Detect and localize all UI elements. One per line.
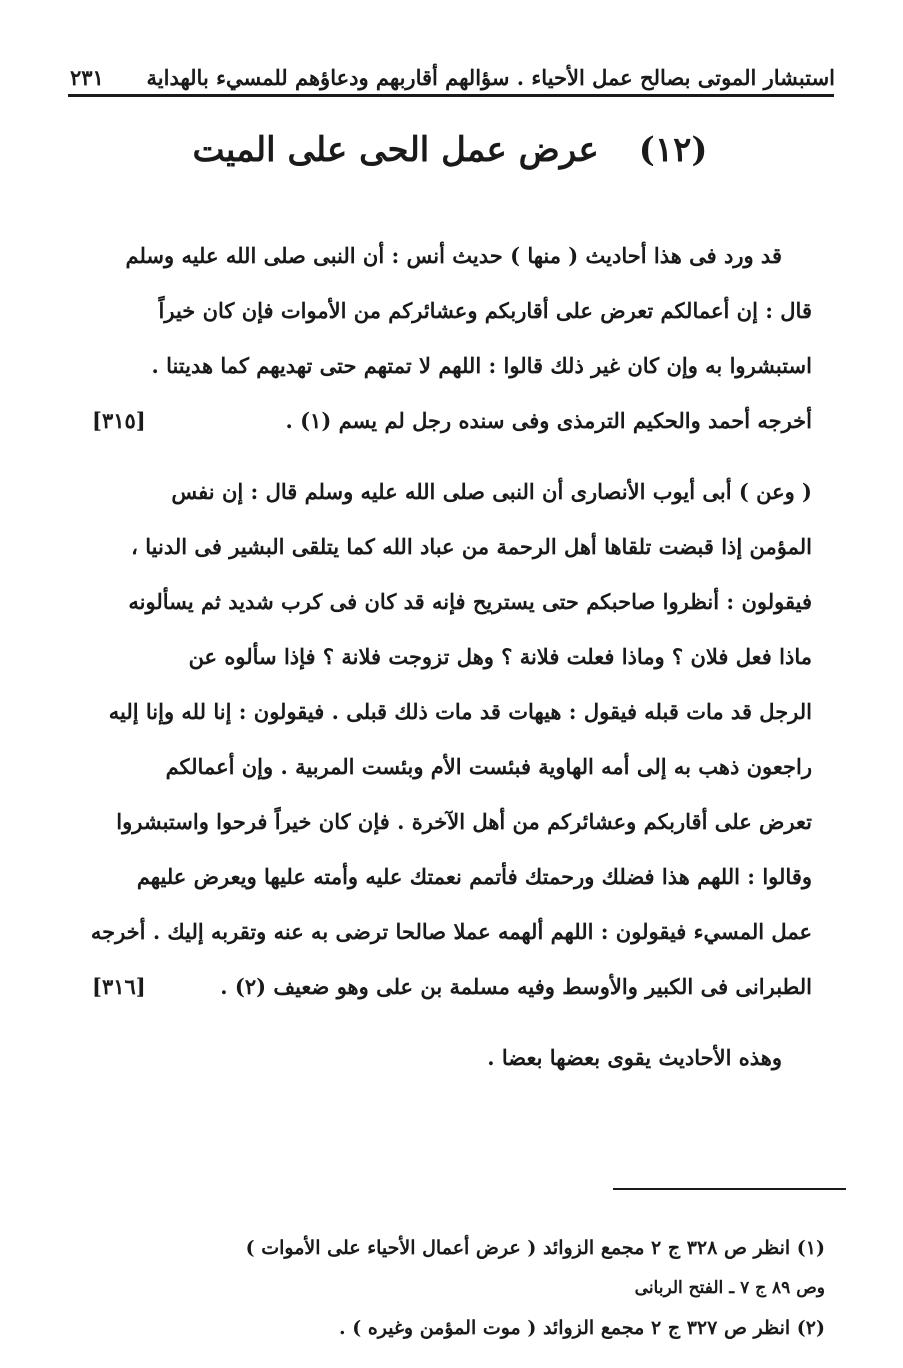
header-rule [68,94,834,97]
text-line: عمل المسيء فيقولون : اللهم ألهمه عملا صالحا ترضى به عنه وتقربه إليك . أخرجه [90,919,812,944]
text-line: وقالوا : اللهم هذا فضلك ورحمتك فأتمم نعمتك عليه وأمته عليها ويعرض عليهم [136,864,812,889]
text-line: ماذا فعل فلان ؟ وماذا فعلت فلانة ؟ وهل تزوجت فلانة ؟ فإذا سألوه عن [188,644,812,669]
text-line: ( وعن ) أبى أيوب الأنصارى أن النبى صلى الله عليه وسلم قال : إن نفس [171,479,812,504]
text-line: قال : إن أعمالكم تعرض على أقاربكم وعشائركم من الأموات فإن كان خيراً [158,298,812,323]
running-header [70,44,835,90]
text-line: راجعون ذهب به إلى أمه الهاوية فبئست الأم وبئست المربية . وإن أعمالكم [165,754,812,779]
text-line: الطبرانى فى الكبير والأوسط وفيه مسلمة بن على وهو ضعيف (٢) . [٣١٦] [92,959,812,1014]
chapter-number: (١٢) [638,130,708,170]
text-line: أخرجه أحمد والحكيم الترمذى وفى سنده رجل لم يسم (١) . [٣١٥] [92,393,812,448]
footnote-1-continuation: وص ٨٩ ج ٧ ـ الفتح الربانى [634,1278,825,1298]
body-text [92,228,812,1085]
text-line: فيقولون : أنظروا صاحبكم حتى يستريح فإنه قد كان فى كرب شديد ثم يسألونه [128,589,812,614]
text-line: استبشروا به وإن كان غير ذلك قالوا : اللهم لا تمتهم حتى تهديهم كما هديتنا . [151,353,812,378]
footnote-rule [613,1188,846,1190]
footnote-2: (٢) انظر ص ٣٢٧ ج ٢ مجمع الزوائد ( موت المؤمن وغيره ) . [338,1317,825,1339]
text-line: الرجل قد مات قبله فيقول : هيهات قد مات ذلك قبلى . فيقولون : إنا لله وإنا إليه [108,699,812,724]
chapter-title: عرض عمل الحى على الميت [192,130,599,170]
hadith-number-tag: [٣١٦] [92,974,146,999]
chapter-heading [150,130,750,170]
text-line: تعرض على أقاربكم وعشائركم من أهل الآخرة . فإن كان خيراً فرحوا واستبشروا [116,809,812,834]
closing-line: وهذه الأحاديث يقوى بعضها بعضا . [487,1045,782,1070]
text-line: قد ورد فى هذا أحاديث ( منها ) حديث أنس : أن النبى صلى الله عليه وسلم [125,243,782,268]
footnote-1: (١) انظر ص ٣٢٨ ج ٢ مجمع الزوائد ( عرض أعمال الأحياء على الأموات ) [245,1237,825,1259]
running-title: استبشار الموتى بصالح عمل الأحياء . سؤالهم أقاربهم ودعاؤهم للمسيء بالهداية [146,65,835,90]
page-number: ٢٣١ [70,65,104,90]
hadith-number-tag: [٣١٥] [92,408,146,433]
footnotes [90,1228,825,1348]
text-line: المؤمن إذا قبضت تلقاها أهل الرحمة من عباد الله كما يتلقى البشير فى الدنيا ، [131,534,812,559]
